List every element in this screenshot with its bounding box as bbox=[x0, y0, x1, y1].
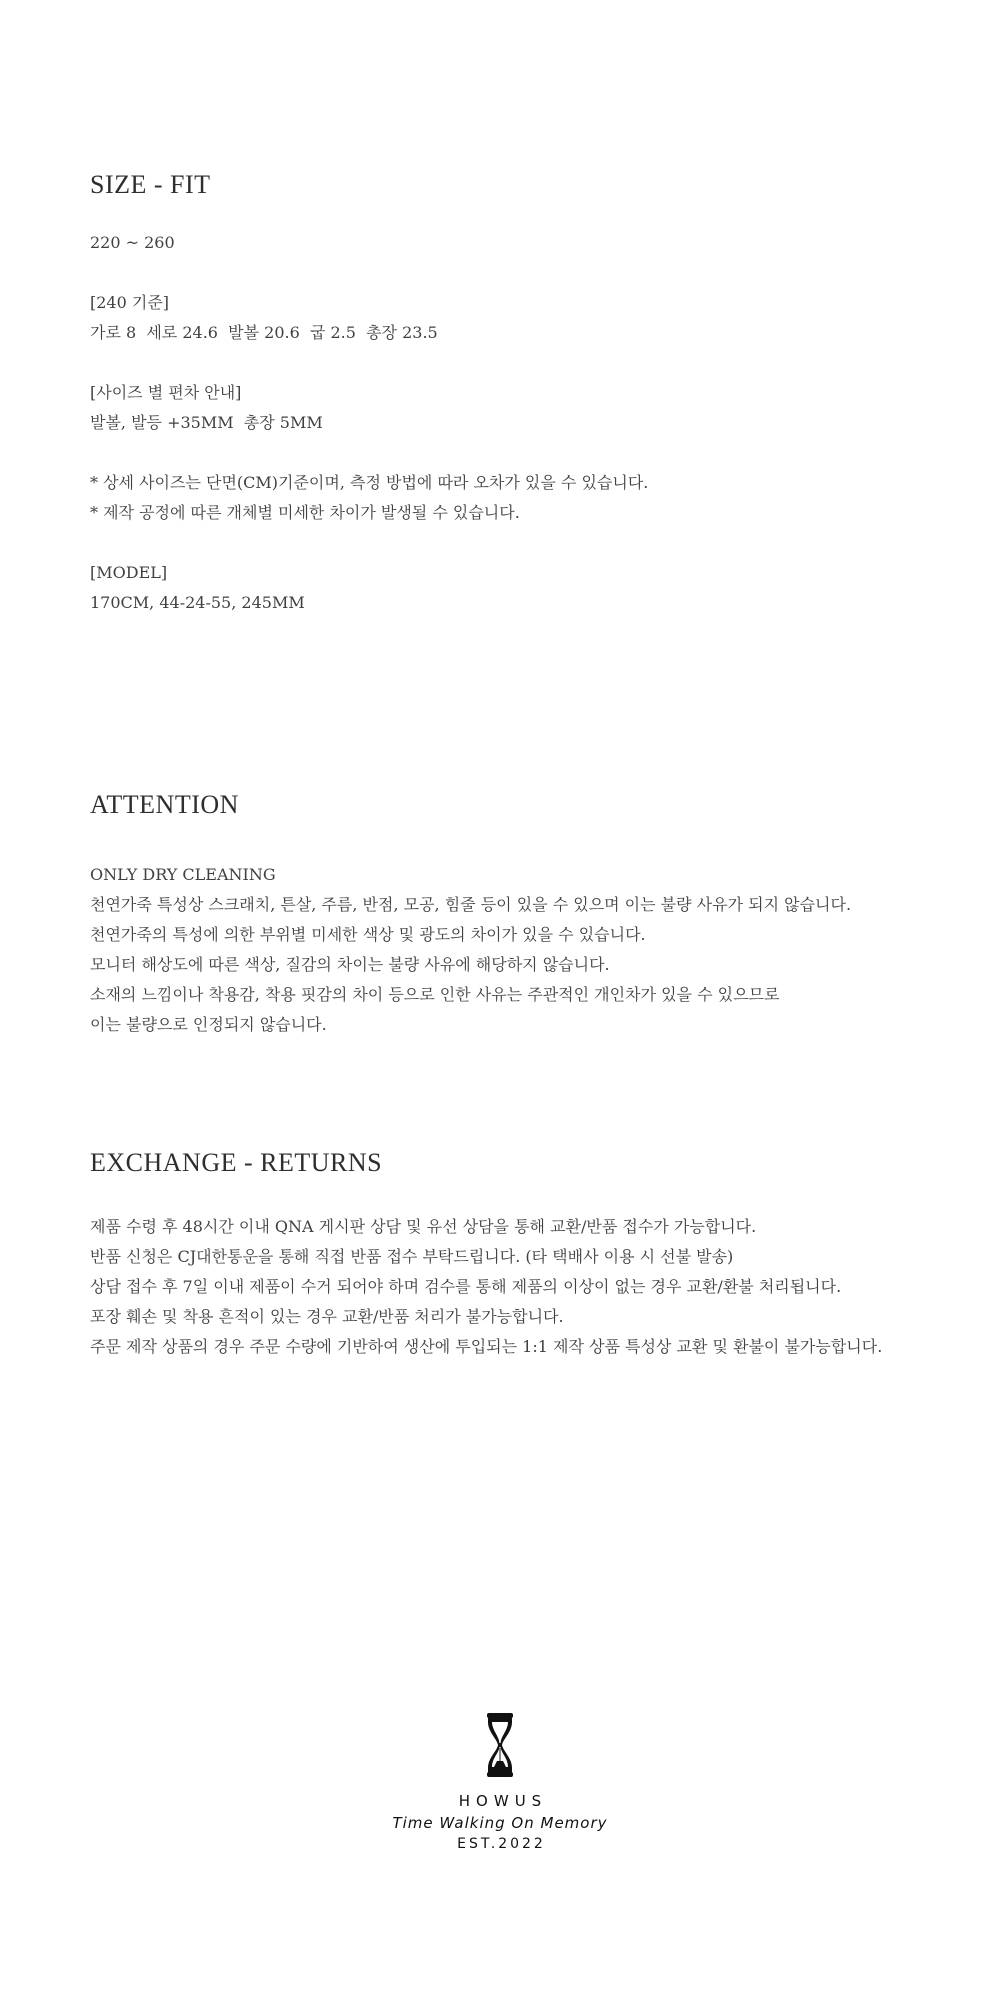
brand-name: HOWUS bbox=[458, 1792, 548, 1810]
attention-line: 천연가죽 특성상 스크래치, 튼살, 주름, 반점, 모공, 힘줄 등이 있을 수 있으며 이는 불량 사유가 되지 않습니다. bbox=[90, 895, 852, 914]
brand-tagline: Time Walking On Memory bbox=[392, 1814, 608, 1832]
exchange-line: 주문 제작 상품의 경우 주문 수량에 기반하여 생산에 투입되는 1:1 제작 상품 특성상 교환 및 환불이 불가능합니다. bbox=[90, 1337, 883, 1356]
attention-line: 이는 불량으로 인정되지 않습니다. bbox=[90, 1015, 327, 1034]
brand-footer bbox=[0, 1712, 1000, 1852]
attention-line: 모니터 해상도에 따른 색상, 질감의 차이는 불량 사유에 해당하지 않습니다. bbox=[90, 955, 610, 974]
deviation-values: 발볼, 발등 +35MM 총장 5MM bbox=[90, 413, 323, 432]
attention-section bbox=[90, 790, 950, 1040]
attention-heading: ATTENTION bbox=[90, 790, 239, 819]
size-note-1: * 상세 사이즈는 단면(CM)기준이며, 측정 방법에 따라 오차가 있을 수 있습니다. bbox=[90, 473, 649, 492]
model-label: [MODEL] bbox=[90, 563, 168, 582]
exchange-returns-body bbox=[90, 1212, 950, 1362]
size-fit-section bbox=[90, 170, 950, 618]
basis-values: 가로 8 세로 24.6 발볼 20.6 굽 2.5 총장 23.5 bbox=[90, 323, 438, 342]
exchange-line: 상담 접수 후 7일 이내 제품이 수거 되어야 하며 검수를 통해 제품의 이상이 없는 경우 교환/환불 처리됩니다. bbox=[90, 1277, 842, 1296]
size-fit-body bbox=[90, 228, 950, 618]
size-fit-heading: SIZE - FIT bbox=[90, 170, 211, 199]
size-range: 220 ~ 260 bbox=[90, 233, 175, 252]
size-note-2: * 제작 공정에 따른 개체별 미세한 차이가 발생될 수 있습니다. bbox=[90, 503, 520, 522]
exchange-returns-heading: EXCHANGE - RETURNS bbox=[90, 1148, 383, 1177]
attention-line: 소재의 느낌이나 착용감, 착용 핏감의 차이 등으로 인한 사유는 주관적인 개인차가 있을 수 있으므로 bbox=[90, 985, 780, 1004]
brand-established: EST.2022 bbox=[457, 1836, 546, 1852]
exchange-line: 제품 수령 후 48시간 이내 QNA 게시판 상담 및 유선 상담을 통해 교환/반품 접수가 가능합니다. bbox=[90, 1217, 757, 1236]
exchange-line: 포장 훼손 및 착용 흔적이 있는 경우 교환/반품 처리가 불가능합니다. bbox=[90, 1307, 564, 1326]
exchange-returns-section bbox=[90, 1148, 950, 1362]
deviation-label: [사이즈 별 편차 안내] bbox=[90, 383, 242, 402]
attention-line: 천연가죽의 특성에 의한 부위별 미세한 색상 및 광도의 차이가 있을 수 있습니다. bbox=[90, 925, 646, 944]
exchange-line: 반품 신청은 CJ대한통운을 통해 직접 반품 접수 부탁드립니다. (타 택배사 이용 시 선불 발송) bbox=[90, 1247, 734, 1266]
basis-label: [240 기준] bbox=[90, 293, 170, 312]
hourglass-icon bbox=[482, 1712, 518, 1778]
model-values: 170CM, 44-24-55, 245MM bbox=[90, 593, 305, 612]
attention-body bbox=[90, 860, 950, 1040]
attention-line: ONLY DRY CLEANING bbox=[90, 865, 276, 884]
